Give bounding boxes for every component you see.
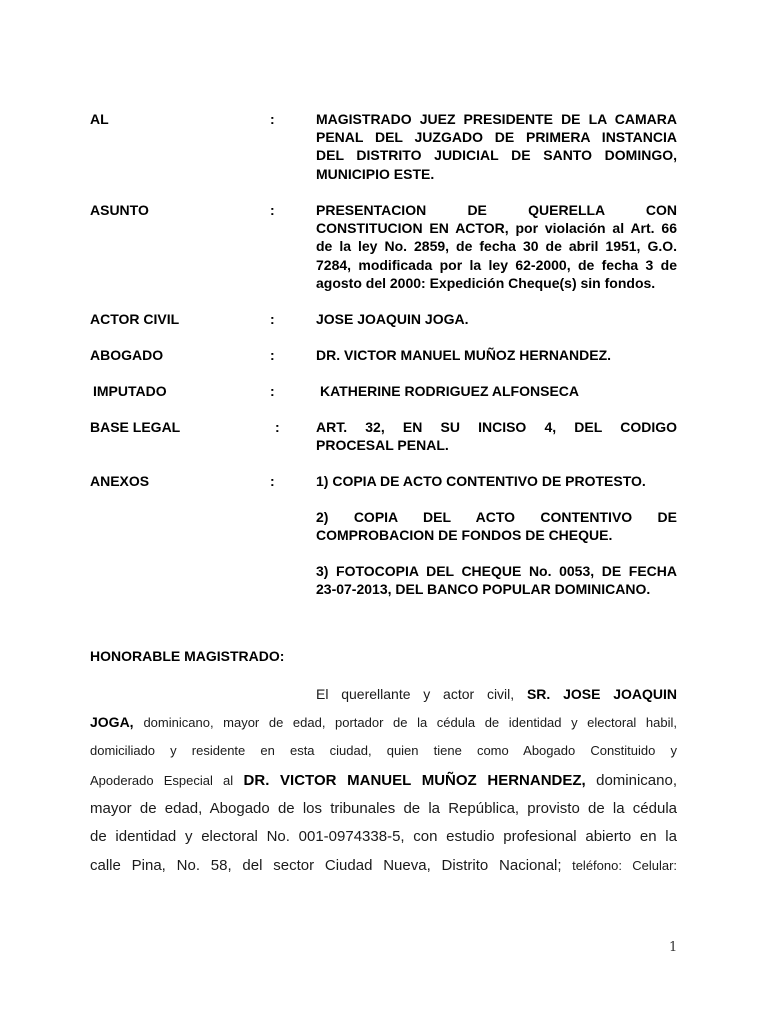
- anexo-line: 1) COPIA DE ACTO CONTENTIVO DE PROTESTO.: [316, 473, 646, 489]
- header-label-imputado: IMPUTADO: [93, 383, 167, 399]
- anexo-item-1: [316, 472, 677, 490]
- header-value-base-legal: [316, 418, 677, 454]
- header-value-line: CONSTITUCION EN ACTOR, por violación al Art. 66: [316, 220, 677, 237]
- header-value-imputado: KATHERINE RODRIGUEZ ALFONSECA: [320, 383, 579, 399]
- body-line: [90, 766, 677, 795]
- header-label-al: AL: [90, 111, 109, 127]
- body-line: mayor de edad, Abogado de los tribunales de la República, provisto de la cédula: [90, 799, 677, 817]
- header-value-line: agosto del 2000: Expedición Cheque(s) sin fondos.: [316, 274, 656, 291]
- header-label-base-legal: BASE LEGAL: [90, 419, 181, 435]
- header-colon-anexos: :: [270, 473, 275, 489]
- header-value-actor-civil: JOSE JOAQUIN JOGA.: [316, 311, 469, 327]
- header-value-line: 7284, modificada por la ley 62-2000, de fecha 3 de: [316, 256, 677, 273]
- body-text: dominicano, mayor de edad, portador de la cédula de identidad y electoral habil,: [143, 715, 677, 731]
- body-text: dominicano,: [596, 771, 677, 789]
- header-value-line: PROCESAL PENAL.: [316, 437, 449, 454]
- header-colon-al: :: [270, 111, 275, 127]
- anexo-item-2: [316, 508, 677, 544]
- header-label-abogado: ABOGADO: [90, 347, 164, 363]
- body-line: [90, 708, 677, 737]
- header-value-line: MAGISTRADO JUEZ PRESIDENTE DE LA CAMARA: [316, 111, 677, 127]
- header-value-asunto: [316, 201, 677, 292]
- header-value-line: de la ley No. 2859, de fecha 30 de abril 1951, G.O.: [316, 238, 677, 255]
- body-bold-name: SR. JOSE JOAQUIN: [526, 686, 677, 702]
- body-text: teléfono: Celular:: [572, 858, 678, 874]
- header-label-anexos: ANEXOS: [90, 473, 150, 489]
- body-text: Apoderado Especial al: [90, 772, 234, 788]
- salutation: HONORABLE MAGISTRADO:: [90, 648, 285, 664]
- header-value-line: MUNICIPIO ESTE.: [316, 165, 435, 182]
- body-text: El querellante y actor civil,: [316, 686, 515, 702]
- header-value-line: PENAL DEL JUZGADO DE PRIMERA INSTANCIA: [316, 129, 677, 146]
- body-bold-name: JOGA,: [90, 714, 134, 731]
- body-paragraph: [90, 680, 677, 880]
- header-value-al: [316, 110, 677, 183]
- header-colon-base-legal: :: [275, 419, 280, 435]
- anexo-line: 2) COPIA DEL ACTO CONTENTIVO DE: [316, 509, 677, 525]
- header-value-line: ART. 32, EN SU INCISO 4, DEL CODIGO: [316, 419, 677, 435]
- body-line: [90, 680, 677, 708]
- header-label-actor-civil: ACTOR CIVIL: [90, 311, 180, 327]
- header-label-asunto: ASUNTO: [90, 202, 149, 218]
- page-number: 1: [669, 940, 678, 955]
- header-colon-asunto: :: [270, 202, 275, 218]
- header-value-line: PRESENTACION DE QUERELLA CON: [316, 202, 677, 218]
- body-text: calle Pina, No. 58, del sector Ciudad Nueva, Distrito Nacional;: [90, 857, 562, 875]
- header-colon-abogado: :: [270, 347, 275, 363]
- body-line: [90, 851, 677, 880]
- header-colon-imputado: :: [270, 383, 275, 399]
- anexo-line: 23-07-2013, DEL BANCO POPULAR DOMINICANO.: [316, 581, 651, 598]
- header-colon-actor-civil: :: [270, 311, 275, 327]
- anexo-item-3: [316, 562, 677, 598]
- body-bold-name: DR. VICTOR MANUEL MUÑOZ HERNANDEZ,: [243, 771, 586, 789]
- header-value-line: DEL DISTRITO JUDICIAL DE SANTO DOMINGO,: [316, 147, 677, 164]
- header-value-abogado: DR. VICTOR MANUEL MUÑOZ HERNANDEZ.: [316, 347, 612, 363]
- body-line: domiciliado y residente en esta ciudad, quien tiene como Abogado Constituido y: [90, 743, 677, 759]
- body-line: de identidad y electoral No. 001-0974338-5, con estudio profesional abierto en la: [90, 828, 677, 846]
- anexo-line: 3) FOTOCOPIA DEL CHEQUE No. 0053, DE FECHA: [316, 563, 677, 579]
- anexo-line: COMPROBACION DE FONDOS DE CHEQUE.: [316, 527, 613, 544]
